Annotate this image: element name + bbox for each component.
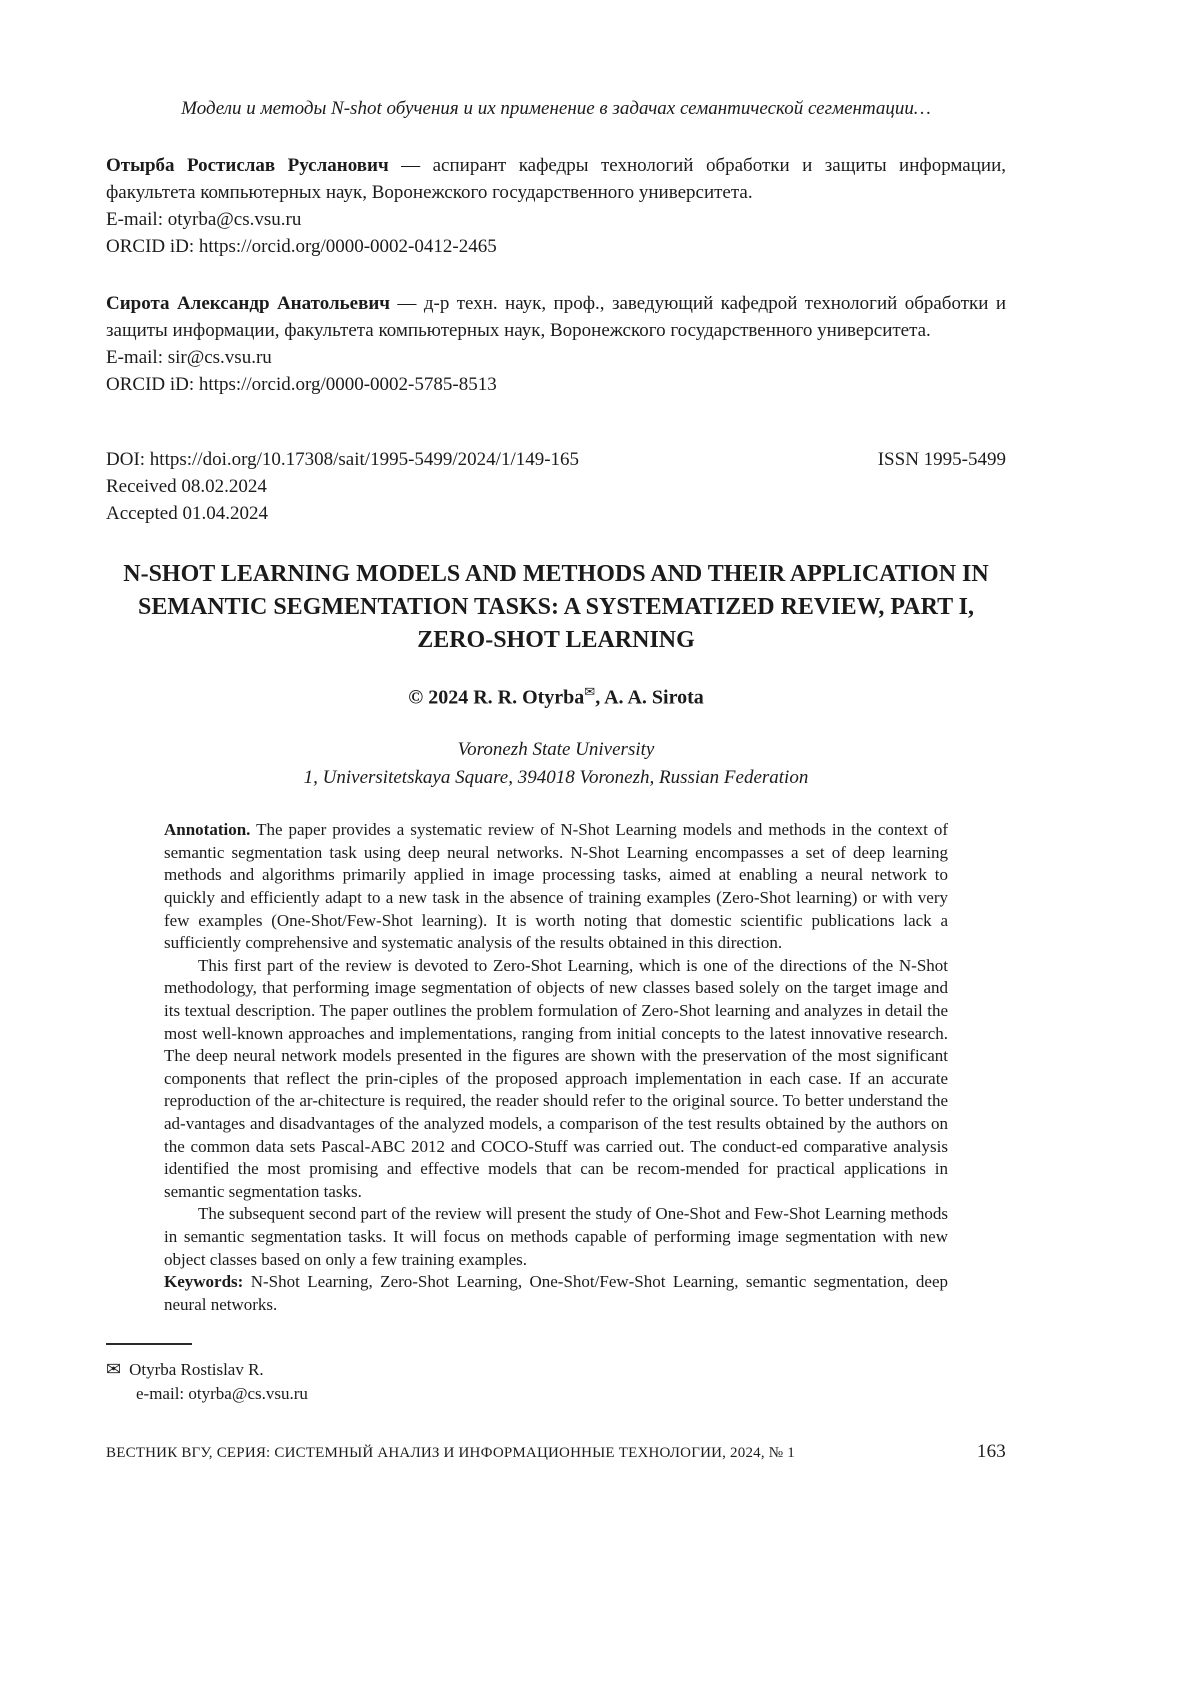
page-number: 163: [976, 1441, 1006, 1463]
abstract-paragraph-2: This first part of the review is devoted to Zero-Shot Learning, which is one of the directions of the N-Shot methodology, that performing image segmentation of objects of new classes based solely on the target image and its textual description. The paper outlines the problem formulation of Zero-Shot learning and analyzes in detail the most well-known approaches and implementations, ranging from initial concepts to the latest innovative research. The deep neural network models presented in the figures are shown with the preservation of the most significant components that reflect the prin-ciples of the proposed approach implementation in each case. If an accurate reproduction of the ar-chitecture is required, the reader should refer to the original source. To better understand the ad-vantages and disadvantages of the analyzed models, a comparison of the test results obtained by the authors on the common data sets Pascal-ABC 2012 and COCO-Stuff was carried out. The conduct-ed comparative analysis identified the most promising and effective models that can be recom-mended for practical applications in semantic segmentation tasks.: [164, 955, 948, 1201]
article-title: N-SHOT LEARNING MODELS AND METHODS AND THEIR APPLICATION IN SEMANTIC SEGMENTATION TASKS: A SYSTEMATIZED REVIEW, PART I, ZERO-SHOT LEARNING: [123, 560, 989, 653]
footnote-email: e-mail: otyrba@cs.vsu.ru: [136, 1383, 308, 1403]
copyright-authors: © 2024 R. R. Otyrba: [408, 686, 585, 709]
abstract-paragraph-3: The subsequent second part of the review will present the study of One-Shot and Few-Shot Learning methods in semantic segmentation tasks. It will focus on methods capable of performing image segmentation with new object classes based on only a few training examples.: [164, 1204, 948, 1269]
doi-text: DOI: https://doi.org/10.17308/sait/1995-5499/2024/1/149-165: [106, 448, 580, 470]
article-meta: [106, 447, 1006, 528]
footnote-rule: [106, 1343, 192, 1345]
footnote-author-name: Otyrba Rostislav R.: [129, 1359, 264, 1379]
corresponding-author-mail-icon: ✉: [584, 683, 596, 699]
accepted-date: Accepted 01.04.2024: [106, 502, 268, 524]
author-name: Сирота Александр Анатольевич: [106, 292, 391, 314]
author-bio: [106, 153, 1006, 207]
abstract-text-1: The paper provides a systematic review of N-Shot Learning models and methods in the context of semantic segmentation task using deep neural networks. N-Shot Learning encompasses a set of deep learning methods and algorithms primarily applied in image processing tasks, aimed at enabling a neural network to quickly and efficiently adapt to a new task in the absence of training examples (Zero-Shot learning) or with very few examples (One-Shot/Few-Shot learning). It is worth noting that domestic scientific publications lack a sufficiently comprehensive and systematic analysis of the results obtained in this direction.: [164, 820, 948, 953]
affiliation-university: Voronezh State University: [457, 739, 655, 760]
keywords-label: Keywords:: [164, 1272, 244, 1292]
corresponding-author-footnote: [106, 1343, 1006, 1406]
issn-text: ISSN 1995-5499: [877, 448, 1006, 470]
author-bio: [106, 291, 1006, 345]
keywords-line: [164, 1271, 948, 1316]
received-date: Received 08.02.2024: [106, 475, 267, 497]
author-orcid: ORCID iD: https://orcid.org/0000-0002-5785-8513: [106, 373, 497, 395]
abstract: [164, 819, 948, 1316]
author-block-sirota: [106, 291, 1006, 399]
author-email: E-mail: sir@cs.vsu.ru: [106, 346, 272, 368]
author-block-otyrba: [106, 153, 1006, 261]
author-bio-text: — д-р техн. наук, проф., заведующий кафедрой технологий обработки и защиты информации, факультета компьютерных наук, Воронежского государственного университета.: [106, 292, 1006, 341]
author-bio-text: — аспирант кафедры технологий обработки и защиты информации, факультета компьютерных наук, Воронежского государственного университета.: [106, 154, 1006, 203]
author-email: E-mail: otyrba@cs.vsu.ru: [106, 208, 302, 230]
copyright-line: [106, 683, 1006, 712]
abstract-paragraph-1: [164, 819, 948, 955]
keywords-text: N-Shot Learning, Zero-Shot Learning, One-Shot/Few-Shot Learning, semantic segmentation, deep neural networks.: [164, 1272, 948, 1314]
author-orcid: ORCID iD: https://orcid.org/0000-0002-0412-2465: [106, 235, 497, 257]
author-name: Отырба Ростислав Русланович: [106, 154, 389, 176]
footnote-author-line: [106, 1357, 1006, 1382]
mail-icon: ✉: [106, 1358, 122, 1379]
running-head: Модели и методы N-shot обучения и их применение в задачах семантической сегментации…: [181, 98, 931, 119]
affiliation-address: 1, Universitetskaya Square, 394018 Voronezh, Russian Federation: [303, 766, 809, 788]
journal-footer-title: ВЕСТНИК ВГУ, СЕРИЯ: СИСТЕМНЫЙ АНАЛИЗ И ИНФОРМАЦИОННЫЕ ТЕХНОЛОГИИ, 2024, № 1: [106, 1445, 795, 1462]
doi-issn-row: [106, 447, 1006, 474]
page-footer: [106, 1439, 1006, 1466]
affiliation: [106, 736, 1006, 791]
abstract-label: Annotation.: [164, 820, 251, 840]
copyright-authors-2: , A. A. Sirota: [595, 686, 704, 709]
